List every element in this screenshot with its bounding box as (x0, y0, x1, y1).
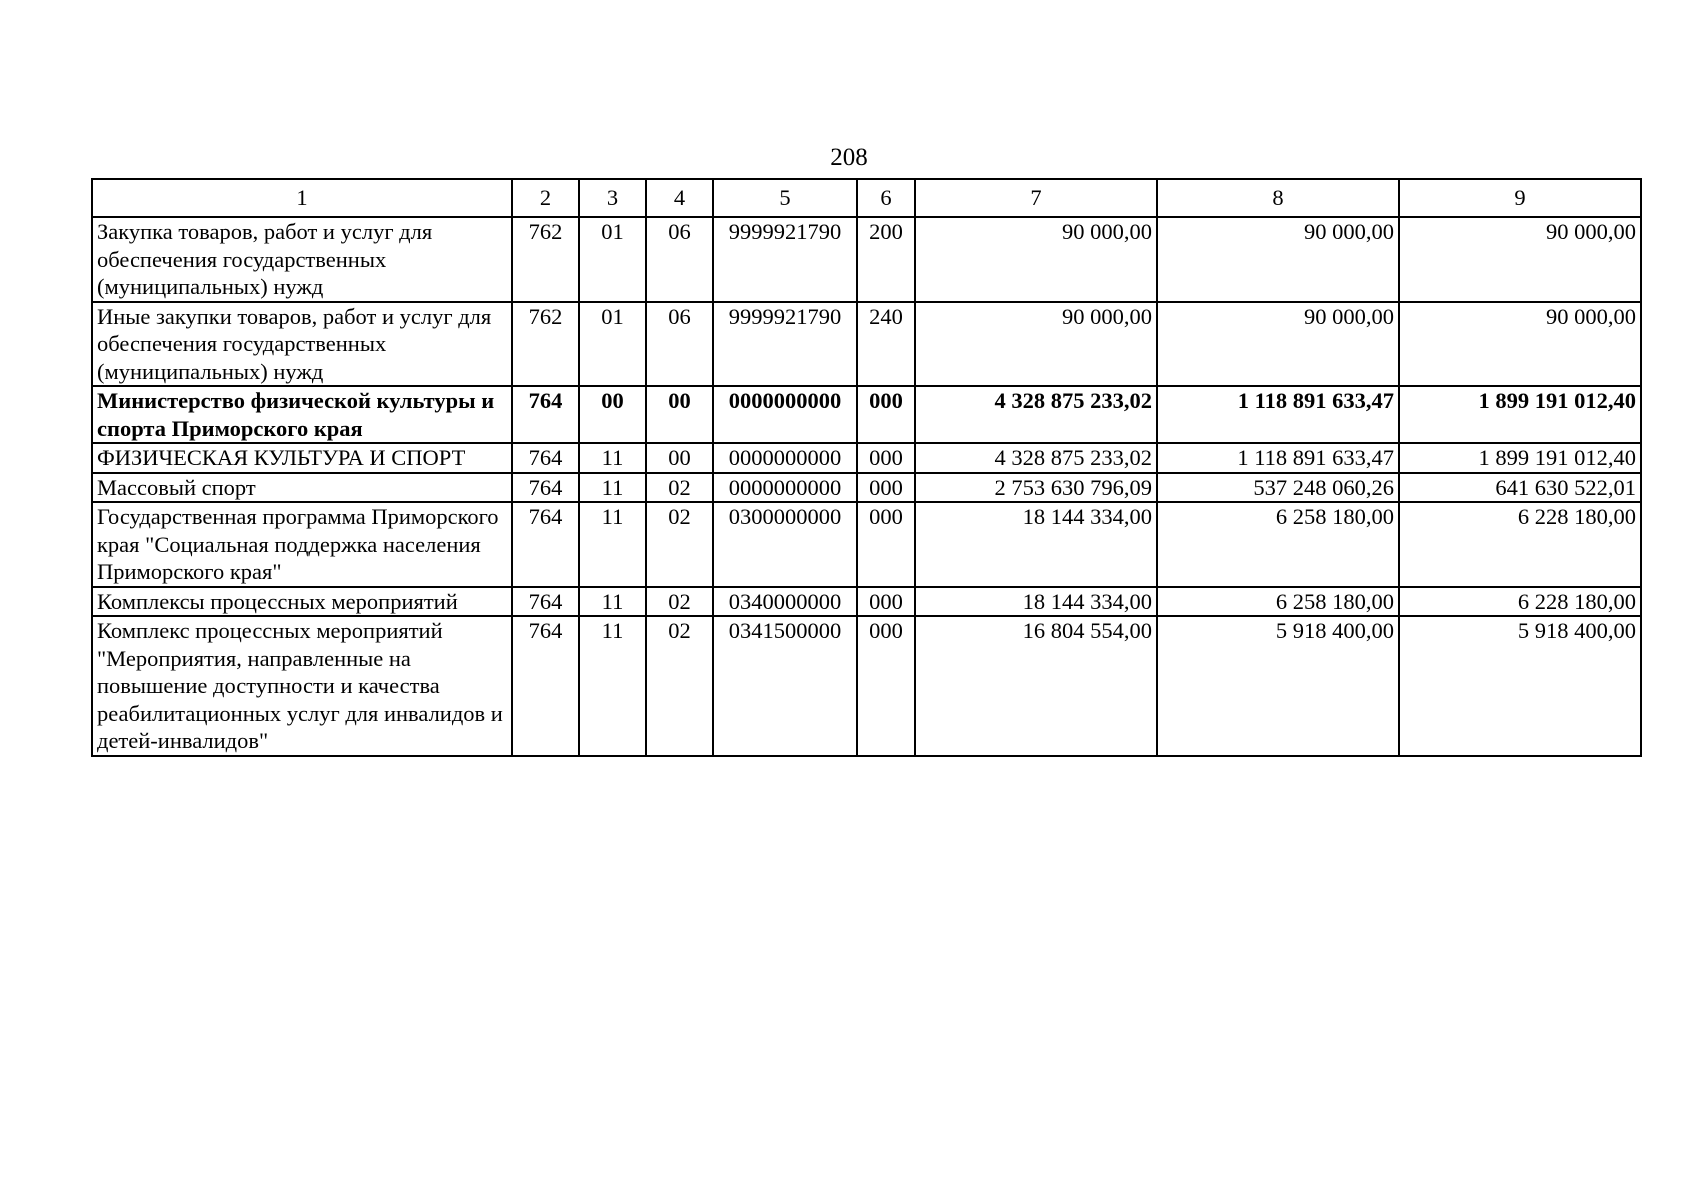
column-header: 8 (1157, 179, 1399, 217)
row-ministry-code: 764 (512, 587, 579, 617)
row-subsection-code: 02 (646, 473, 713, 503)
row-ministry-code: 764 (512, 386, 579, 443)
row-section-code: 01 (579, 302, 646, 387)
row-subsection-code: 06 (646, 217, 713, 302)
header-row (92, 179, 1641, 217)
row-target-code: 0341500000 (713, 616, 857, 756)
row-target-code: 0000000000 (713, 443, 857, 473)
row-expense-type-code: 240 (857, 302, 915, 387)
row-target-code: 0300000000 (713, 502, 857, 587)
row-name: Комплексы процессных мероприятий (92, 587, 512, 617)
column-header: 5 (713, 179, 857, 217)
row-amount-col7: 90 000,00 (915, 217, 1157, 302)
row-name: Министерство физической культуры и спорта Приморского края (92, 386, 512, 443)
table-row (92, 217, 1641, 302)
row-target-code: 9999921790 (713, 302, 857, 387)
row-target-code: 9999921790 (713, 217, 857, 302)
row-subsection-code: 06 (646, 302, 713, 387)
row-subsection-code: 02 (646, 502, 713, 587)
row-amount-col8: 1 118 891 633,47 (1157, 386, 1399, 443)
row-amount-col7: 16 804 554,00 (915, 616, 1157, 756)
row-amount-col7: 2 753 630 796,09 (915, 473, 1157, 503)
row-amount-col7: 4 328 875 233,02 (915, 443, 1157, 473)
row-expense-type-code: 000 (857, 473, 915, 503)
row-name: Закупка товаров, работ и услуг для обеспечения государственных (муниципальных) нужд (92, 217, 512, 302)
row-amount-col9: 1 899 191 012,40 (1399, 443, 1641, 473)
table-row (92, 616, 1641, 756)
column-header: 3 (579, 179, 646, 217)
row-subsection-code: 00 (646, 386, 713, 443)
row-section-code: 11 (579, 616, 646, 756)
row-amount-col9: 90 000,00 (1399, 217, 1641, 302)
column-header: 4 (646, 179, 713, 217)
table-row (92, 302, 1641, 387)
row-target-code: 0000000000 (713, 386, 857, 443)
row-name: Массовый спорт (92, 473, 512, 503)
table-row (92, 587, 1641, 617)
table-row (92, 502, 1641, 587)
row-section-code: 11 (579, 473, 646, 503)
column-header: 2 (512, 179, 579, 217)
row-amount-col7: 90 000,00 (915, 302, 1157, 387)
row-section-code: 01 (579, 217, 646, 302)
row-name: Иные закупки товаров, работ и услуг для обеспечения государственных (муниципальных) нужд (92, 302, 512, 387)
row-expense-type-code: 000 (857, 386, 915, 443)
column-header: 1 (92, 179, 512, 217)
row-amount-col8: 1 118 891 633,47 (1157, 443, 1399, 473)
row-expense-type-code: 000 (857, 502, 915, 587)
row-amount-col7: 4 328 875 233,02 (915, 386, 1157, 443)
row-ministry-code: 764 (512, 616, 579, 756)
row-amount-col8: 5 918 400,00 (1157, 616, 1399, 756)
budget-table (91, 178, 1642, 757)
row-amount-col9: 5 918 400,00 (1399, 616, 1641, 756)
row-ministry-code: 764 (512, 443, 579, 473)
column-header: 9 (1399, 179, 1641, 217)
table-row (92, 443, 1641, 473)
column-header: 7 (915, 179, 1157, 217)
row-ministry-code: 762 (512, 217, 579, 302)
table-row (92, 473, 1641, 503)
row-amount-col8: 537 248 060,26 (1157, 473, 1399, 503)
row-amount-col9: 1 899 191 012,40 (1399, 386, 1641, 443)
row-ministry-code: 764 (512, 502, 579, 587)
row-name: Государственная программа Приморского края "Социальная поддержка населения Приморского края" (92, 502, 512, 587)
row-subsection-code: 00 (646, 443, 713, 473)
table-row (92, 386, 1641, 443)
row-expense-type-code: 000 (857, 443, 915, 473)
row-ministry-code: 764 (512, 473, 579, 503)
row-amount-col7: 18 144 334,00 (915, 502, 1157, 587)
row-subsection-code: 02 (646, 616, 713, 756)
column-header: 6 (857, 179, 915, 217)
row-target-code: 0000000000 (713, 473, 857, 503)
row-expense-type-code: 000 (857, 616, 915, 756)
row-section-code: 00 (579, 386, 646, 443)
row-amount-col8: 6 258 180,00 (1157, 587, 1399, 617)
row-amount-col7: 18 144 334,00 (915, 587, 1157, 617)
row-section-code: 11 (579, 443, 646, 473)
row-name: Комплекс процессных мероприятий "Мероприятия, направленные на повышение доступности и качества реабилитационных услуг для инвалидов и детей-инвалидов" (92, 616, 512, 756)
row-amount-col8: 90 000,00 (1157, 302, 1399, 387)
row-target-code: 0340000000 (713, 587, 857, 617)
page-number: 208 (830, 144, 868, 171)
row-section-code: 11 (579, 502, 646, 587)
row-section-code: 11 (579, 587, 646, 617)
row-amount-col9: 6 228 180,00 (1399, 502, 1641, 587)
row-amount-col9: 641 630 522,01 (1399, 473, 1641, 503)
row-amount-col9: 90 000,00 (1399, 302, 1641, 387)
row-amount-col9: 6 228 180,00 (1399, 587, 1641, 617)
row-ministry-code: 762 (512, 302, 579, 387)
row-amount-col8: 90 000,00 (1157, 217, 1399, 302)
row-expense-type-code: 000 (857, 587, 915, 617)
row-name: ФИЗИЧЕСКАЯ КУЛЬТУРА И СПОРТ (92, 443, 512, 473)
row-subsection-code: 02 (646, 587, 713, 617)
row-expense-type-code: 200 (857, 217, 915, 302)
row-amount-col8: 6 258 180,00 (1157, 502, 1399, 587)
